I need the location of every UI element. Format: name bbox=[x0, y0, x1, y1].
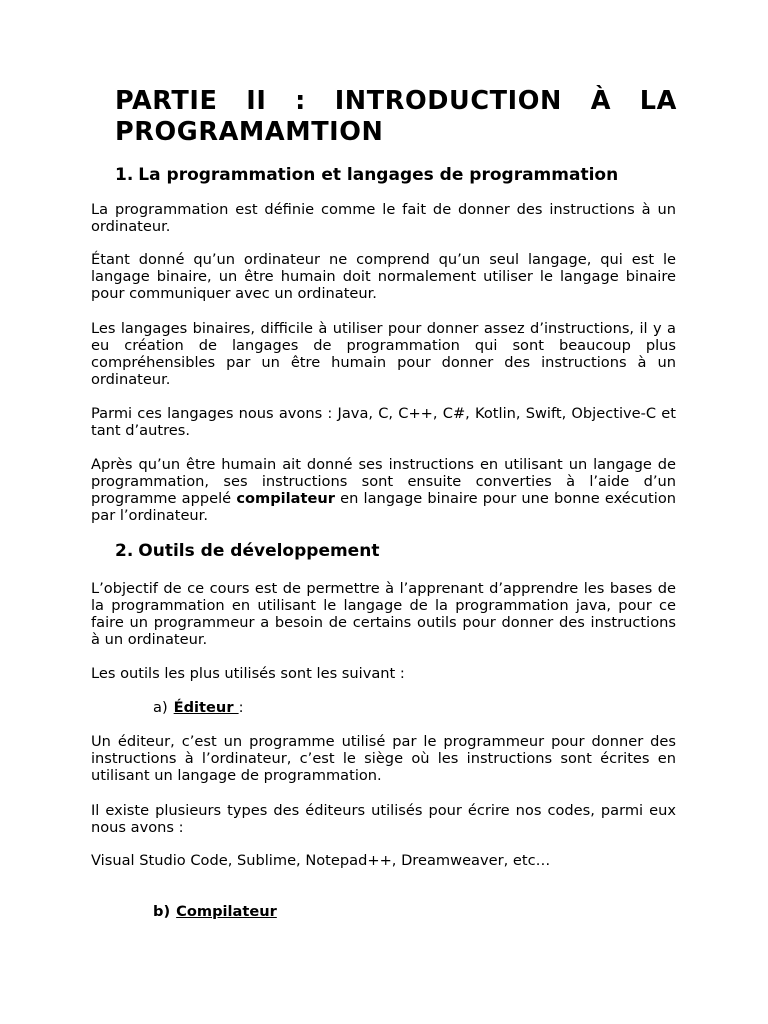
subsection-a-heading bbox=[153, 699, 244, 716]
compilateur-term: compilateur bbox=[236, 490, 335, 508]
section-1-title: La programmation et langages de programmation bbox=[138, 165, 619, 185]
section-2-heading bbox=[115, 541, 379, 561]
section-1-paragraph-1: La programmation est définie comme le fait de donner des instructions à un ordinateur. bbox=[91, 201, 676, 236]
page-title bbox=[115, 86, 677, 148]
section-2-paragraph-4: Il existe plusieurs types des éditeurs utilisés pour écrire nos codes, parmi eux nous avons : bbox=[91, 802, 676, 837]
subsection-a-marker: a) bbox=[153, 699, 168, 716]
section-2-paragraph-1: L’objectif de ce cours est de permettre à l’apprenant d’apprendre les bases de la programmation en utilisant le langage de la programmation java, pour ce faire un programmeur a besoin de certains outils pour donner des instructions à un ordinateur. bbox=[91, 580, 676, 649]
section-1-heading bbox=[115, 165, 618, 185]
page-title-line2: PROGRAMAMTION bbox=[115, 117, 384, 147]
subsection-a-suffix: : bbox=[238, 699, 244, 716]
section-2-number: 2. bbox=[115, 541, 134, 561]
section-1-paragraph-5-end: en langage binaire pour une bonne exécution par l’ordinateur. bbox=[91, 490, 676, 525]
section-2-paragraph-3: Un éditeur, c’est un programme utilisé par le programmeur pour donner des instructions à l’ordinateur, c’est le siège où les instructions sont écrites en utilisant un langage de programmation. bbox=[91, 733, 676, 785]
subsection-b-marker: b) bbox=[153, 903, 171, 920]
section-1-paragraph-2: Étant donné qu’un ordinateur ne comprend qu’un seul langage, qui est le langage binaire, un être humain doit normalement utiliser le langage binaire pour communiquer avec un ordinateur. bbox=[91, 251, 676, 303]
section-1-paragraph-5 bbox=[91, 456, 676, 524]
subsection-b-heading bbox=[153, 903, 277, 920]
section-2-paragraph-2: Les outils les plus utilisés sont les suivant : bbox=[91, 665, 405, 682]
page-title-line1: PARTIE II : INTRODUCTION À LA bbox=[115, 86, 677, 116]
subsection-a-label: Éditeur bbox=[173, 699, 239, 716]
section-1-number: 1. bbox=[115, 165, 134, 185]
section-2-paragraph-5: Visual Studio Code, Sublime, Notepad++, Dreamweaver, etc… bbox=[91, 852, 551, 869]
section-1-paragraph-5-start: Après qu’un être humain ait donné ses instructions en utilisant un langage de programmation, ses instructions sont ensuite converties à l’aide d’un programme appelé bbox=[91, 456, 676, 508]
section-1-paragraph-3: Les langages binaires, difficile à utiliser pour donner assez d’instructions, il y a eu création de langages de programmation qui sont beaucoup plus compréhensibles par un être humain pour donner des instructions à un ordinateur. bbox=[91, 320, 676, 389]
section-2-title: Outils de développement bbox=[138, 541, 380, 561]
subsection-b-label: Compilateur bbox=[176, 903, 277, 920]
section-1-paragraph-4: Parmi ces langages nous avons : Java, C, C++, C#, Kotlin, Swift, Objective-C et tant d’autres. bbox=[91, 405, 676, 440]
